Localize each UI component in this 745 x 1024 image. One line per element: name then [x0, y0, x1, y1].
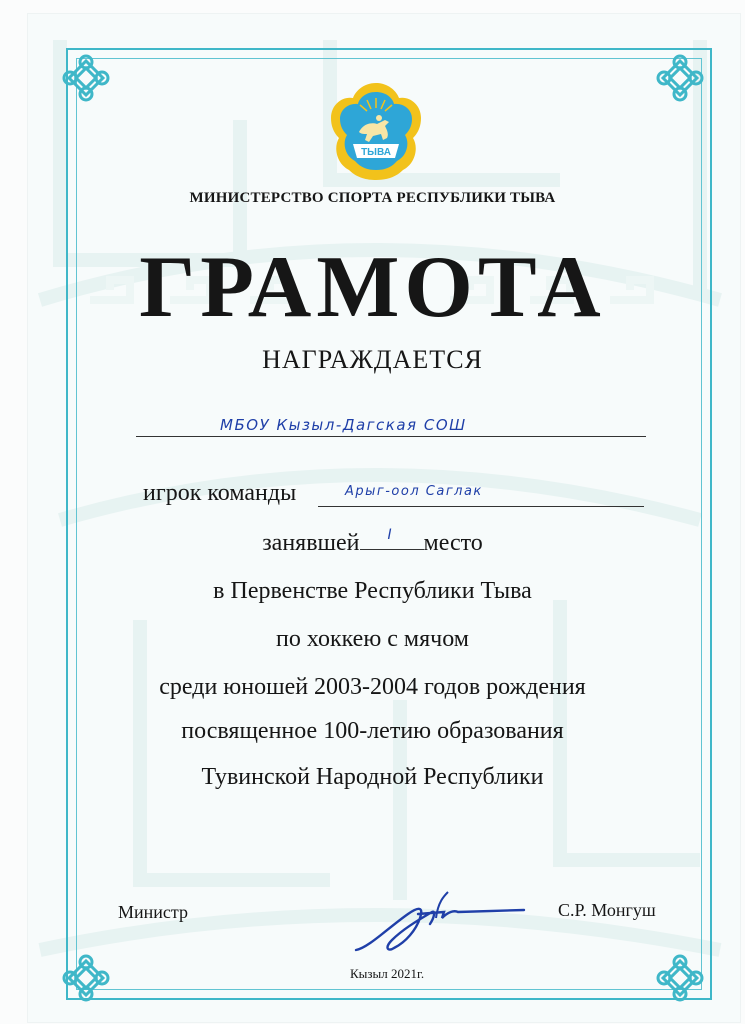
endless-knot-icon — [60, 52, 112, 104]
signer-name: С.Р. Монгуш — [558, 900, 656, 920]
body-line: по хоккею с мячом — [276, 626, 469, 652]
certificate-title: ГРАМОТА — [139, 239, 606, 336]
place-blank — [360, 529, 424, 550]
body-line: в Первенстве Республики Тыва — [213, 578, 532, 604]
tuva-coat-of-arms-icon — [327, 80, 425, 182]
body-line: среди юношей 2003-2004 годов рождения — [159, 674, 586, 700]
signature — [348, 888, 530, 968]
endless-knot-icon — [60, 952, 112, 1004]
endless-knot-icon — [654, 952, 706, 1004]
ministry-heading: МИНИСТЕРСТВО СПОРТА РЕСПУБЛИКИ ТЫВА — [189, 190, 556, 206]
team-underline — [318, 506, 644, 507]
player-label: игрок команды — [143, 480, 297, 506]
endless-knot-icon — [654, 52, 706, 104]
body-line: Тувинской Народной Республики — [201, 764, 544, 790]
team-handwritten: Арыг-оол Саглак — [345, 484, 483, 499]
body-line: посвященное 100-летию образования — [181, 718, 564, 744]
place-row — [0, 529, 745, 557]
place-prefix: занявшей — [262, 530, 360, 556]
emblem-text: ТЫВА — [361, 147, 391, 158]
minister-label: Министр — [118, 902, 188, 922]
recipient-handwritten: МБОУ Кызыл-Дагская СОШ — [220, 416, 467, 434]
recipient-underline — [136, 436, 646, 437]
place-suffix: место — [423, 530, 483, 556]
city-year: Кызыл 2021г. — [350, 966, 425, 981]
awarded-label: НАГРАЖДАЕТСЯ — [262, 345, 483, 374]
place-handwritten: I — [387, 527, 394, 543]
